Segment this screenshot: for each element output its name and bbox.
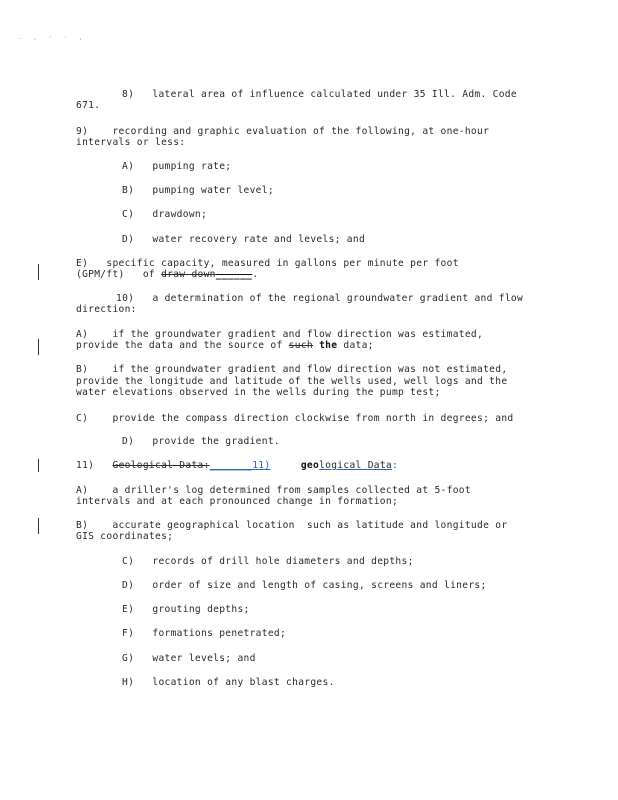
item-10-line-1: 10) a determination of the regional groundwater gradient and flow — [116, 293, 524, 304]
inserted-heading: logical — [319, 460, 368, 471]
scan-marks: . , · · , — [18, 34, 87, 41]
item-11d: D) order of size and length of casing, screens and liners; — [122, 580, 487, 591]
item-10-line-2: direction: — [76, 304, 137, 315]
item-9c: C) drawdown; — [122, 209, 208, 220]
struck-heading: Geological Data: — [112, 460, 210, 471]
change-bar — [38, 459, 39, 472]
item-11g: G) water levels; and — [122, 653, 256, 664]
item-11a-line-1: A) a driller's log determined from samples collected at 5-foot — [76, 485, 471, 496]
item-10d: D) provide the gradient. — [122, 436, 280, 447]
item-10a-line-2 — [76, 340, 374, 351]
item-number: 11) — [76, 460, 113, 471]
inserted-text: the — [319, 340, 338, 351]
item-9-line-2: intervals or less: — [76, 137, 186, 148]
item-11b-line-1: B) accurate geographical location such as latitude and longitude or — [76, 520, 508, 531]
struck-text: draw down — [161, 269, 216, 280]
inserted-prefix: geo — [300, 460, 320, 471]
colon: : — [392, 460, 399, 471]
item-10b-line-1: B) if the groundwater gradient and flow direction was not estimated, — [76, 364, 508, 375]
item-11e: E) grouting depths; — [122, 604, 250, 615]
space — [270, 460, 300, 471]
item-10b-line-3: water elevations observed in the wells during the pump test; — [76, 387, 441, 398]
item-8-line-1: 8) lateral area of influence calculated under 35 Ill. Adm. Code — [122, 89, 517, 100]
redaction-mark: ______ — [215, 269, 253, 280]
item-11b-line-2: GIS coordinates; — [76, 531, 174, 542]
item-11c: C) records of drill hole diameters and depths; — [122, 556, 414, 567]
struck-text: such — [288, 340, 313, 351]
item-11a-line-2: intervals and at each pronounced change in formation; — [76, 496, 399, 507]
item-9-line-1: 9) recording and graphic evaluation of the following, at one-hour — [76, 126, 490, 137]
item-10a-line-1: A) if the groundwater gradient and flow direction was estimated, — [76, 329, 484, 340]
change-bar — [38, 264, 39, 280]
item-11h: H) location of any blast charges. — [122, 677, 335, 688]
inserted-number: _______11) — [209, 460, 271, 471]
item-9a: A) pumping rate; — [122, 161, 232, 172]
item-11f: F) formations penetrated; — [122, 628, 287, 639]
item-11-heading — [76, 460, 398, 471]
item-9b: B) pumping water level; — [122, 185, 274, 196]
item-9d: D) water recovery rate and levels; and — [122, 234, 366, 245]
struck-word: Data — [367, 460, 392, 471]
period: . — [252, 269, 259, 280]
change-bar — [38, 339, 39, 355]
item-8-line-2: 671. — [76, 100, 101, 111]
text-span: data; — [337, 340, 374, 351]
change-bar — [38, 518, 39, 534]
item-9e-line-2 — [76, 269, 258, 280]
item-10b-line-2: provide the longitude and latitude of the wells used, well logs and the — [76, 376, 508, 387]
text-span: provide the data and the source of — [76, 340, 289, 351]
item-10c: C) provide the compass direction clockwise from north in degrees; and — [76, 413, 514, 424]
item-9e-line-1: E) specific capacity, measured in gallons per minute per foot — [76, 258, 459, 269]
gpm-text: (GPM/ft) of — [76, 269, 162, 280]
